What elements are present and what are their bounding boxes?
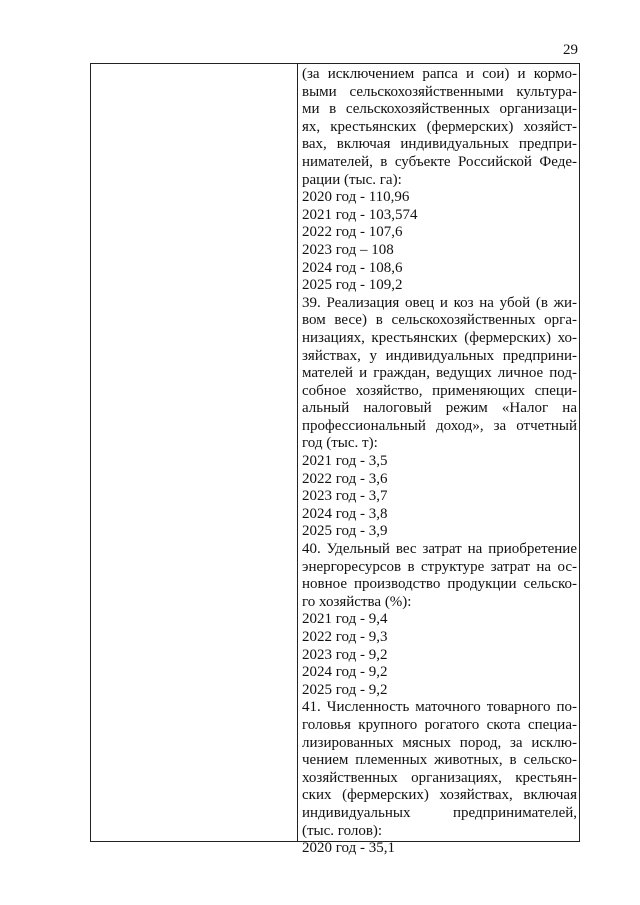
text-line: 2020 год - 35,1: [302, 840, 395, 857]
page-number: 29: [563, 42, 578, 58]
text-line: ских (фермерских) хозяйствах, включая: [302, 787, 577, 804]
text-line: 2022 год - 3,6: [302, 470, 388, 487]
text-line: 41. Численность маточного товарного по-: [302, 699, 577, 716]
text-line: лизированных мясных пород, за исклю-: [302, 734, 577, 751]
indicator-text-cell: [302, 66, 577, 858]
text-line: новное производство продукции сельско-: [302, 576, 577, 593]
document-table: [90, 63, 580, 857]
text-line: 2025 год - 9,2: [302, 681, 388, 698]
text-line: вом весе) в сельскохозяйственных орга-: [302, 312, 577, 329]
text-line: энергоресурсов в структуре затрат на ос-: [302, 558, 577, 575]
text-line: 2024 год - 108,6: [302, 259, 403, 276]
text-line: 40. Удельный вес затрат на приобретение: [302, 541, 577, 558]
text-line: мателей и граждан, ведущих личное под-: [302, 365, 577, 382]
text-line: (за исключением рапса и сои) и кормо-: [302, 66, 577, 82]
text-line: чением племенных животных, в сельско-: [302, 752, 577, 769]
text-line: вах, включая индивидуальных предпри-: [302, 136, 577, 153]
text-line: (тыс. голов):: [302, 822, 383, 839]
text-line: го хозяйства (%):: [302, 593, 412, 610]
text-line: 2024 год - 3,8: [302, 505, 388, 522]
text-line: 2022 год - 107,6: [302, 224, 403, 241]
text-line: выми сельскохозяйственными культура-: [302, 83, 577, 100]
text-line: 39. Реализация овец и коз на убой (в жи-: [302, 294, 577, 311]
text-line: профессиональный доход», за отчетный: [302, 417, 577, 434]
text-line: собное хозяйство, применяющих специ-: [302, 382, 577, 399]
text-line: нимателей, в субъекте Российской Феде-: [302, 153, 577, 170]
text-line: 2024 год - 9,2: [302, 664, 388, 681]
text-line: 2021 год - 103,574: [302, 206, 418, 223]
text-line: головья крупного рогатого скота специа-: [302, 716, 577, 733]
text-line: 2021 год - 3,5: [302, 453, 388, 470]
text-line: зяйствах, у индивидуальных предприни-: [302, 347, 577, 364]
text-line: год (тыс. т):: [302, 435, 378, 452]
text-line: ми в сельскохозяйственных организаци-: [302, 101, 577, 118]
text-line: ях, крестьянских (фермерских) хозяйст-: [302, 118, 577, 135]
text-line: рации (тыс. га):: [302, 171, 402, 188]
text-line: 2023 год - 9,2: [302, 646, 388, 663]
text-line: альный налоговый режим «Налог на: [302, 400, 577, 417]
column-divider: [297, 64, 298, 841]
text-line: 2025 год - 109,2: [302, 277, 403, 294]
text-line: 2023 год - 3,7: [302, 488, 388, 505]
text-line: 2020 год - 110,96: [302, 189, 410, 206]
text-line: индивидуальных предпринимателей,: [302, 804, 577, 821]
text-line: 2023 год – 108: [302, 241, 394, 258]
text-line: низациях, крестьянских (фермерских) хо-: [302, 329, 577, 346]
text-line: 2025 год - 3,9: [302, 523, 388, 540]
text-line: хозяйственных организациях, крестьян-: [302, 769, 577, 786]
text-line: 2022 год - 9,3: [302, 629, 388, 645]
text-line: 2021 год - 9,4: [302, 611, 388, 628]
